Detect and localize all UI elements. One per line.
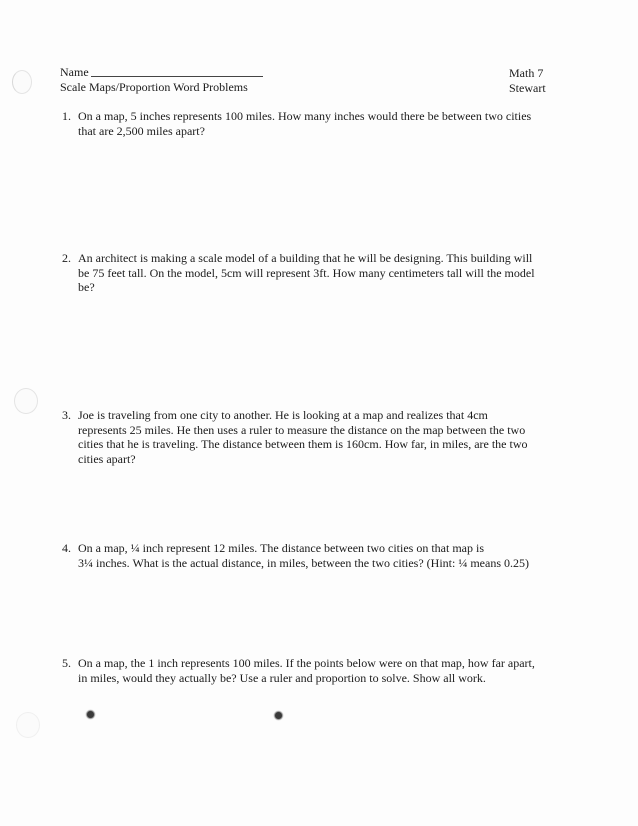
worksheet-header-right xyxy=(509,66,546,96)
problem-3 xyxy=(62,408,562,466)
worksheet-title: Scale Maps/Proportion Word Problems xyxy=(60,80,248,94)
problem-text xyxy=(78,109,562,138)
problem-number: 5. xyxy=(62,656,71,670)
problem-2 xyxy=(62,251,562,295)
problem-line: An architect is making a scale model of a building that he will be designing. This building will xyxy=(78,251,533,265)
problem-line: Joe is traveling from one city to another. He is looking at a map and realizes that 4cm xyxy=(78,408,488,422)
worksheet-header-left xyxy=(60,65,263,95)
problem-1 xyxy=(62,109,562,138)
teacher-label: Stewart xyxy=(509,81,546,95)
map-point-dot xyxy=(87,711,94,718)
problem-line: 3¼ inches. What is the actual distance, in miles, between the two cities? (Hint: ¼ means 0.25) xyxy=(78,555,529,570)
problem-line: that are 2,500 miles apart? xyxy=(78,123,205,138)
name-row xyxy=(60,65,263,80)
problem-line: cities apart? xyxy=(78,451,136,466)
course-label: Math 7 xyxy=(509,66,544,80)
problem-4 xyxy=(62,541,562,570)
problem-number: 2. xyxy=(62,251,71,265)
problem-text xyxy=(78,408,562,466)
problem-number: 1. xyxy=(62,109,71,123)
problem-line: cities that he is traveling. The distance between them is 160cm. How far, in miles, are the two xyxy=(78,437,528,451)
problem-number: 4. xyxy=(62,541,71,555)
name-blank-line xyxy=(91,65,263,77)
map-point-dot xyxy=(275,712,282,719)
problem-line: be? xyxy=(78,280,95,294)
punch-hole-mark xyxy=(14,388,38,414)
problem-line: in miles, would they actually be? Use a ruler and proportion to solve. Show all work. xyxy=(78,670,486,685)
problem-line: On a map, 5 inches represents 100 miles. How many inches would there be between two cities xyxy=(78,109,532,123)
problem-line: On a map, ¼ inch represent 12 miles. The distance between two cities on that map is xyxy=(78,541,485,555)
punch-hole-mark xyxy=(12,70,32,94)
problem-text xyxy=(78,251,562,295)
problem-text xyxy=(78,656,562,685)
punch-hole-mark xyxy=(16,712,40,738)
problem-text xyxy=(78,541,562,570)
problem-line: On a map, the 1 inch represents 100 miles. If the points below were on that map, how far apart, xyxy=(78,656,535,670)
name-label: Name xyxy=(60,65,89,79)
problem-5 xyxy=(62,656,562,685)
problem-number: 3. xyxy=(62,408,71,422)
problem-line: represents 25 miles. He then uses a ruler to measure the distance on the map between the two xyxy=(78,422,526,437)
problem-line: be 75 feet tall. On the model, 5cm will represent 3ft. How many centimeters tall will the model xyxy=(78,265,535,280)
